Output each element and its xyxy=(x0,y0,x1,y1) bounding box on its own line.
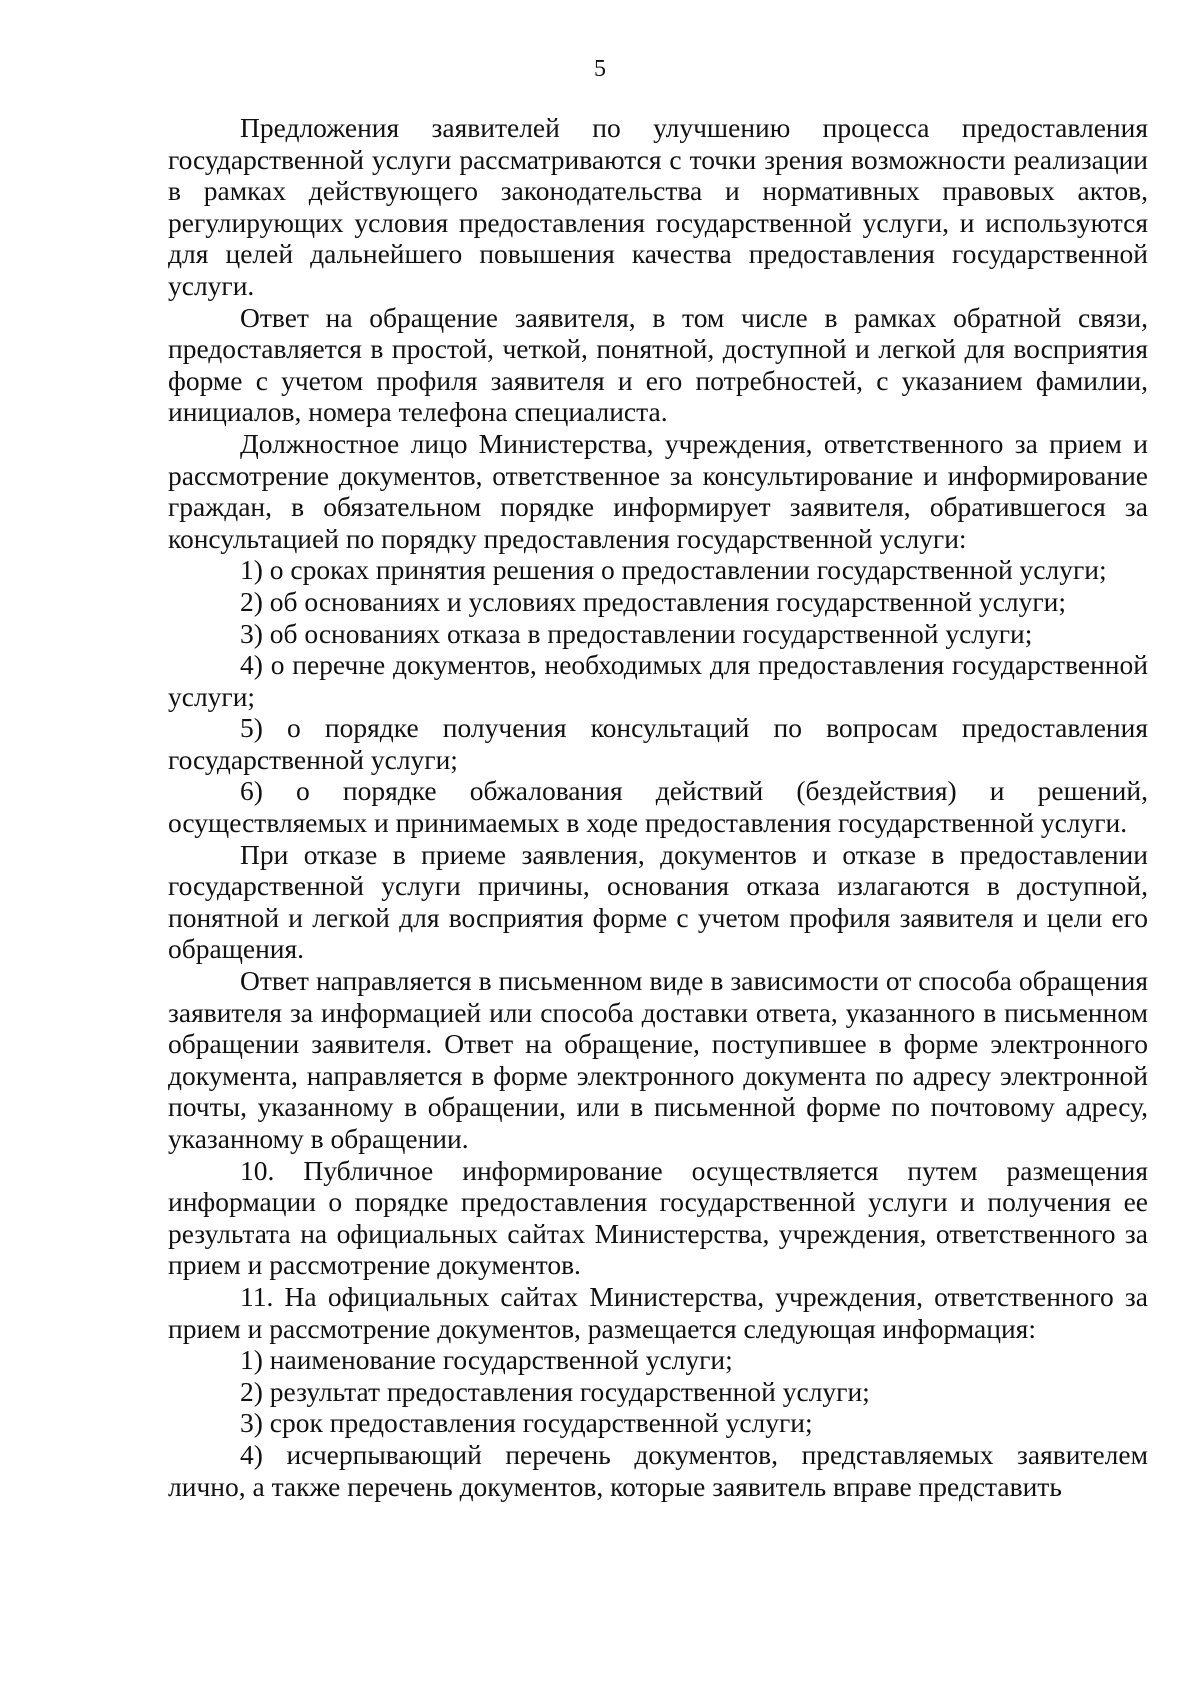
list-item-deadlines: 1) о сроках принятия решения о предоставлении государственной услуги; xyxy=(240,554,1107,586)
paragraph-item-11-website-info: 11. На официальных сайтах Министерства, учреждения, ответственного за прием и рассмотрение документов, размещается следующая информация: xyxy=(168,1280,1148,1344)
list-item-service-term: 3) срок предоставления государственной услуги; xyxy=(240,1407,813,1439)
list-item-grounds-conditions: 2) об основаниях и условиях предоставления государственной услуги; xyxy=(240,585,1066,617)
paragraph-proposals: Предложения заявителей по улучшению процесса предоставления государственной услуги рассматриваются с точки зрения возможности реализации в рамках действующего законодательства и нормативных правовых актов, регулирующих условия предоставления государственной услуги, и используются для целей дальнейшего повышения качества предоставления государственной услуги. xyxy=(168,112,1148,301)
list-item-refusal-grounds: 3) об основаниях отказа в предоставлении государственной услуги; xyxy=(240,617,1033,649)
paragraph-answer-form: Ответ на обращение заявителя, в том числе в рамках обратной связи, предоставляется в простой, четкой, понятной, доступной и легкой для восприятия форме с учетом профиля заявителя и его потребностей, с указанием фамилии, инициалов, номера телефона специалиста. xyxy=(168,301,1148,428)
list-item-service-result: 2) результат предоставления государственной услуги; xyxy=(240,1375,870,1407)
list-item-service-name: 1) наименование государственной услуги; xyxy=(240,1344,733,1376)
list-item-appeal-procedure: 6) о порядке обжалования действий (бездействия) и решений, осуществляемых и принимаемых в ходе предоставления государственной услуги. xyxy=(168,775,1148,839)
list-item-required-documents: 4) исчерпывающий перечень документов, представляемых заявителем лично, а также перечень документов, которые заявитель вправе представить xyxy=(168,1438,1148,1502)
list-item-documents-list: 4) о перечне документов, необходимых для предоставления государственной услуги; xyxy=(168,649,1148,712)
page-number: 5 xyxy=(594,56,606,82)
document-body xyxy=(168,112,1148,1502)
paragraph-written-answer: Ответ направляется в письменном виде в зависимости от способа обращения заявителя за информацией или способа доставки ответа, указанного в письменном обращении заявителя. Ответ на обращение, поступившее в форме электронного документа, направляется в форме электронного документа по адресу электронной почты, указанному в обращении, или в письменной форме по почтовому адресу, указанному в обращении. xyxy=(168,965,1148,1154)
paragraph-official-duties: Должностное лицо Министерства, учреждения, ответственного за прием и рассмотрение документов, ответственное за консультирование и информирование граждан, в обязательном порядке информирует заявителя, обратившегося за консультацией по порядку предоставления государственной услуги: xyxy=(168,427,1148,554)
paragraph-refusal-reasons: При отказе в приеме заявления, документов и отказе в предоставлении государственной услуги причины, основания отказа излагаются в доступной, понятной и легкой для восприятия форме с учетом профиля заявителя и цели его обращения. xyxy=(168,838,1148,965)
list-item-consultation-procedure: 5) о порядке получения консультаций по вопросам предоставления государственной услуги; xyxy=(168,712,1148,775)
paragraph-item-10-public-informing: 10. Публичное информирование осуществляется путем размещения информации о порядке предоставления государственной услуги и получения ее результата на официальных сайтах Министерства, учреждения, ответственного за прием и рассмотрение документов. xyxy=(168,1154,1148,1281)
